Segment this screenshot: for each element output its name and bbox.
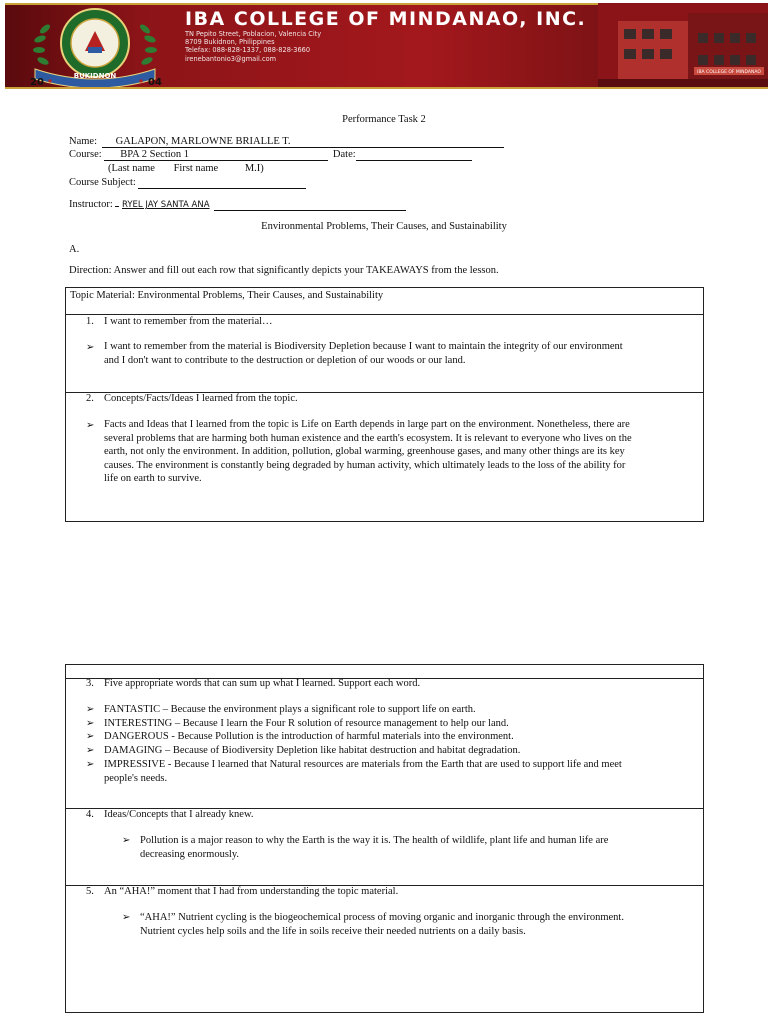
item3-word-5: IMPRESSIVE - Because I learned that Natural resources are materials from the Earth that are used to support life and meet people's needs. bbox=[104, 759, 622, 784]
school-building-photo bbox=[598, 3, 768, 89]
course-label: Course: bbox=[69, 149, 102, 160]
school-banner bbox=[5, 3, 768, 89]
topic-title: Environmental Problems, Their Causes, and Sustainability bbox=[261, 221, 507, 232]
subject-field[interactable] bbox=[138, 177, 306, 189]
instructor-label: Instructor: bbox=[69, 199, 113, 210]
address-email: irenebantonio3@gmail.com bbox=[185, 54, 277, 63]
address-line: Telefax: 088-828-1337, 088-828-3660 bbox=[185, 46, 311, 55]
instructor-field-blank[interactable] bbox=[214, 199, 406, 211]
seal-year-left: 20 bbox=[30, 77, 44, 87]
instructor-row bbox=[69, 199, 406, 211]
name-label: Name: bbox=[69, 136, 97, 147]
seal-year-right: 04 bbox=[148, 77, 162, 87]
name-value: GALAPON, MARLOWNE BRIALLE T. bbox=[115, 136, 291, 147]
task-title: Performance Task 2 bbox=[342, 114, 426, 125]
item2-answer: Facts and Ideas that I learned from the topic is Life on Earth depends in large part on the environment. Nonetheless, there are several problems that are harming both human existence and the earth's ecosystem. It is relevant to everyone who lives on the earth, not only the environment. In addition, pollution, global warming, greenhouse gases, and many other things are its key causes. The environment is constantly being degraded by human activity, which ultimately leads to the loss of the ability for life on earth to survive. bbox=[104, 419, 632, 484]
arrow-bullet-icon: ➢ bbox=[86, 342, 95, 353]
item1-answer: I want to remember from the material is Biodiversity Depletion because I want to maintain the integrity of our environment and I don't want to contribute to the destruction or depletion of our woods or our land. bbox=[104, 341, 623, 366]
school-seal-logo bbox=[15, 7, 175, 87]
item1-prompt: I want to remember from the material… bbox=[104, 316, 273, 327]
takeaways-table-1 bbox=[65, 287, 704, 522]
name-hint-first: First name bbox=[173, 163, 219, 174]
address-line: TN Pepito Street, Poblacion, Valencia City bbox=[185, 30, 322, 38]
course-value: BPA 2 Section 1 bbox=[120, 149, 190, 160]
section-letter: A. bbox=[69, 244, 80, 255]
item3-prompt: Five appropriate words that can sum up what I learned. Support each word. bbox=[104, 678, 421, 689]
item2-number: 2. bbox=[86, 393, 94, 404]
subject-label: Course Subject: bbox=[69, 177, 136, 188]
seal-bottom-text: BUKIDNON bbox=[73, 72, 117, 80]
takeaways-table-2 bbox=[65, 664, 704, 1013]
arrow-bullet-icon: ➢ bbox=[86, 745, 95, 756]
date-field[interactable] bbox=[356, 149, 472, 161]
address-line: 8709 Bukidnon, Philippines bbox=[185, 38, 275, 47]
item3-number: 3. bbox=[86, 678, 94, 689]
subject-row bbox=[69, 177, 306, 189]
item5-number: 5. bbox=[86, 886, 94, 897]
topic-material-cell: Topic Material: Environmental Problems, Their Causes, and Sustainability bbox=[70, 290, 384, 301]
item4-prompt: Ideas/Concepts that I already knew. bbox=[104, 809, 254, 820]
item3-word-4: DAMAGING – Because of Biodiversity Depletion like habitat destruction and habitat degradation. bbox=[104, 745, 521, 756]
arrow-bullet-icon: ➢ bbox=[86, 704, 95, 715]
school-address bbox=[185, 30, 425, 63]
arrow-bullet-icon: ➢ bbox=[86, 759, 95, 770]
instructor-value: RYEL JAY SANTA ANA bbox=[122, 200, 210, 210]
item3-word-2: INTERESTING – Because I learn the Four R solution of resource management to help our land. bbox=[104, 718, 509, 729]
building-sign-text: IBA COLLEGE OF MINDANAO bbox=[697, 70, 761, 75]
school-name: IBA COLLEGE OF MINDANAO, INC. bbox=[185, 8, 587, 30]
item3-word-1: FANTASTIC – Because the environment plays a significant role to support life on earth. bbox=[104, 704, 476, 715]
item4-answer: Pollution is a major reason to why the Earth is the way it is. The health of wildlife, plant life and human life are decreasing enormously. bbox=[140, 835, 609, 860]
item3-word-3: DANGEROUS - Because Pollution is the introduction of harmful materials into the environment. bbox=[104, 731, 514, 742]
item5-prompt: An “AHA!” moment that I had from understanding the topic material. bbox=[104, 886, 399, 897]
arrow-bullet-icon: ➢ bbox=[86, 718, 95, 729]
name-row bbox=[69, 136, 504, 148]
course-row bbox=[69, 149, 472, 161]
item4-number: 4. bbox=[86, 809, 94, 820]
direction-text: Direction: Answer and fill out each row that significantly depicts your TAKEAWAYS from the lesson. bbox=[69, 265, 499, 276]
course-field[interactable] bbox=[104, 149, 328, 161]
item2-prompt: Concepts/Facts/Ideas I learned from the topic. bbox=[104, 393, 298, 404]
name-hint-row bbox=[108, 163, 264, 174]
arrow-bullet-icon: ➢ bbox=[122, 912, 131, 923]
date-label: Date: bbox=[332, 149, 356, 160]
item1-number: 1. bbox=[86, 316, 94, 327]
name-hint-last: (Last name bbox=[108, 163, 155, 174]
item5-answer: “AHA!” Nutrient cycling is the biogeochemical process of moving organic and inorganic through the environment. Nutrient cycles help soils and the life in soils receive their needed nutrients on a daily basis. bbox=[140, 912, 624, 937]
name-hint-mi: M.I) bbox=[244, 163, 264, 174]
arrow-bullet-icon: ➢ bbox=[122, 835, 131, 846]
name-field[interactable] bbox=[102, 136, 504, 148]
arrow-bullet-icon: ➢ bbox=[86, 731, 95, 742]
arrow-bullet-icon: ➢ bbox=[86, 420, 95, 431]
banner-bottom-stripe bbox=[5, 87, 768, 89]
